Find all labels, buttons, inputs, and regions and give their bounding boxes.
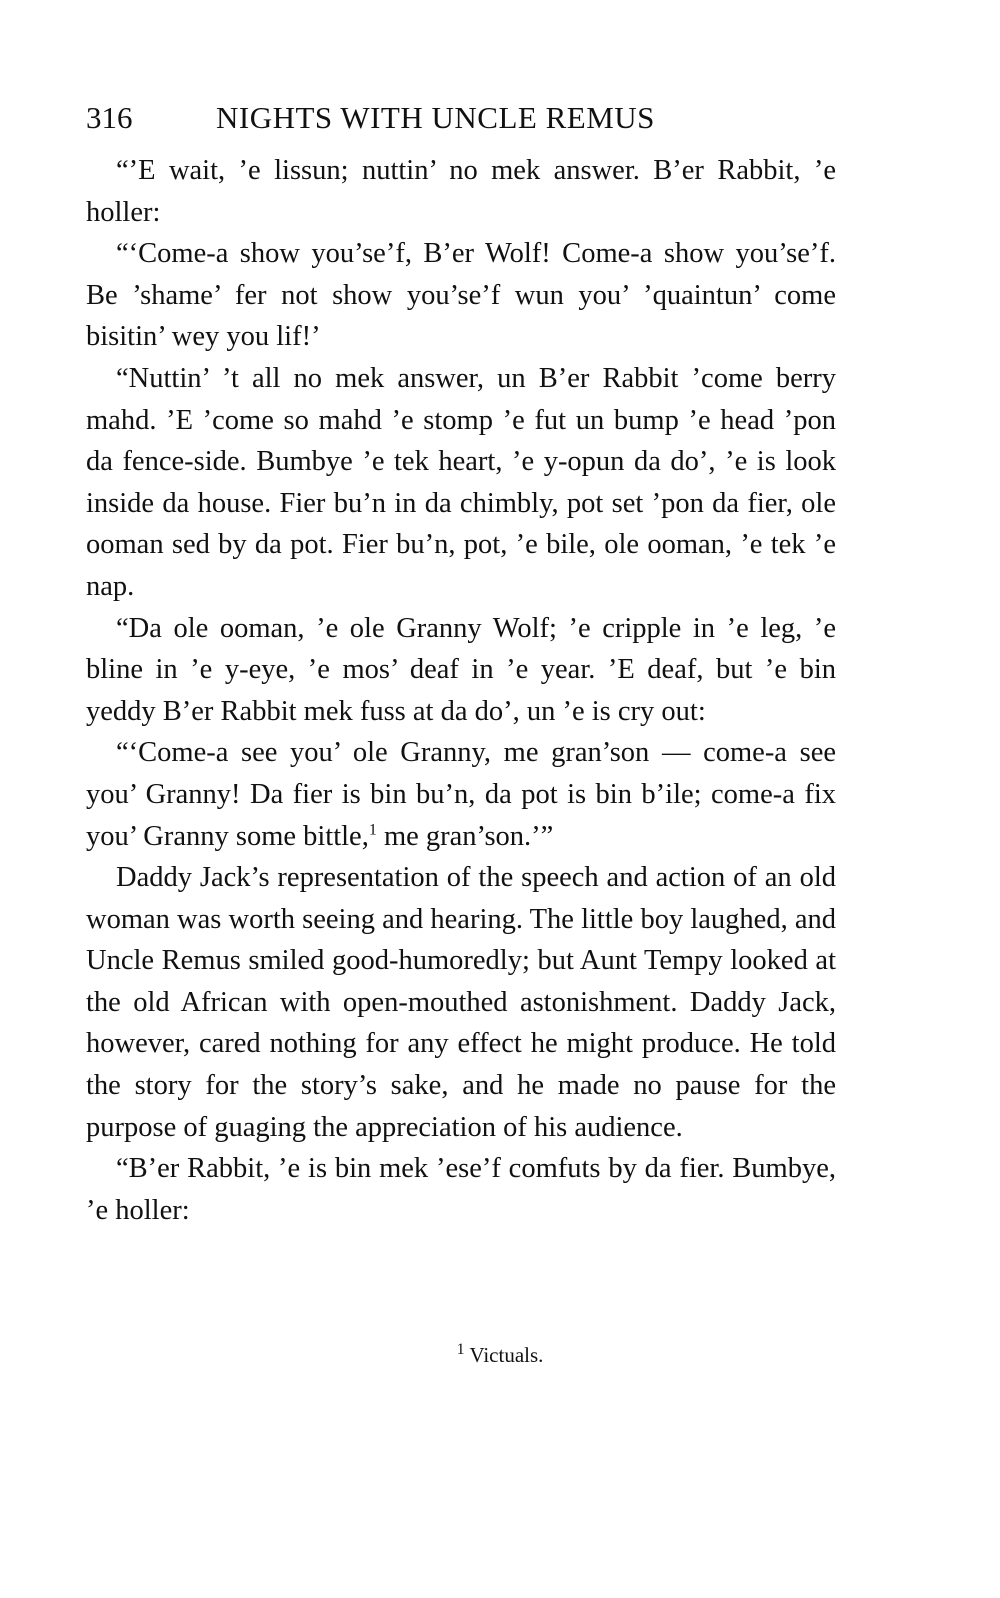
- body-text: [86, 150, 836, 1231]
- footnote: [0, 1340, 1000, 1370]
- granny-call-text: “‘Come-a see you’ ole Granny, me gran’son — come-a see you’ Granny! Da fier is bin bu’n, da pot is bin b’ile; come-a fix you’ Granny some bittle,: [86, 737, 836, 852]
- running-head: [86, 96, 846, 140]
- paragraph-come-show-yourself: “‘Come-a show you’se’f, B’er Wolf! Come-a show you’se’f. Be ’shame’ fer not show you’se’f wun you’ ’quaintun’ come bisitin’ wey you lif!’: [86, 238, 836, 353]
- paragraph-daddy-jack-performance: Daddy Jack’s representation of the speech and action of an old woman was worth seeing and hearing. The little boy laughed, and Uncle Remus smiled good-humoredly; but Aunt Tempy looked at the old African with open-mouthed astonishment. Daddy Jack, however, cared nothing for any effect he might produce. He told the story for the story’s sake, and he made no pause for the purpose of guaging the appreciation of his audience.: [86, 862, 836, 1143]
- paragraph-rabbit-mad: “Nuttin’ ’t all no mek answer, un B’er Rabbit ’come berry mahd. ’E ’come so mahd ’e stomp ’e fut un bump ’e head ’pon da fence-side. Bumbye ’e tek heart, ’e y-opun da do’, ’e is look inside da house. Fier bu’n in da chimbly, pot set ’pon da fier, ole ooman sed by da pot. Fier bu’n, pot, ’e bile, ole ooman, ’e tek ’e nap.: [86, 362, 836, 602]
- paragraph-granny-calls: [86, 732, 836, 857]
- footnote-marker: 1: [456, 1341, 465, 1358]
- paragraph-rabbit-comforts: “B’er Rabbit, ’e is bin mek ’ese’f comfuts by da fier. Bumbye, ’e holler:: [86, 1153, 836, 1226]
- footnote-reference: 1: [368, 821, 377, 838]
- footnote-text: Victuals.: [469, 1343, 544, 1367]
- granny-call-ending: me gran’son.’”: [376, 820, 554, 852]
- page-number: 316: [86, 100, 133, 135]
- book-title: NIGHTS WITH UNCLE REMUS: [216, 100, 655, 135]
- paragraph-granny-wolf: “Da ole ooman, ’e ole Granny Wolf; ’e cripple in ’e leg, ’e bline in ’e y-eye, ’e mos’ deaf in ’e year. ’E deaf, but ’e bin yeddy B’er Rabbit mek fuss at da do’, un ’e is cry out:: [86, 612, 836, 727]
- paragraph-rabbit-waits: “’E wait, ’e lissun; nuttin’ no mek answer. B’er Rabbit, ’e holler:: [86, 155, 836, 228]
